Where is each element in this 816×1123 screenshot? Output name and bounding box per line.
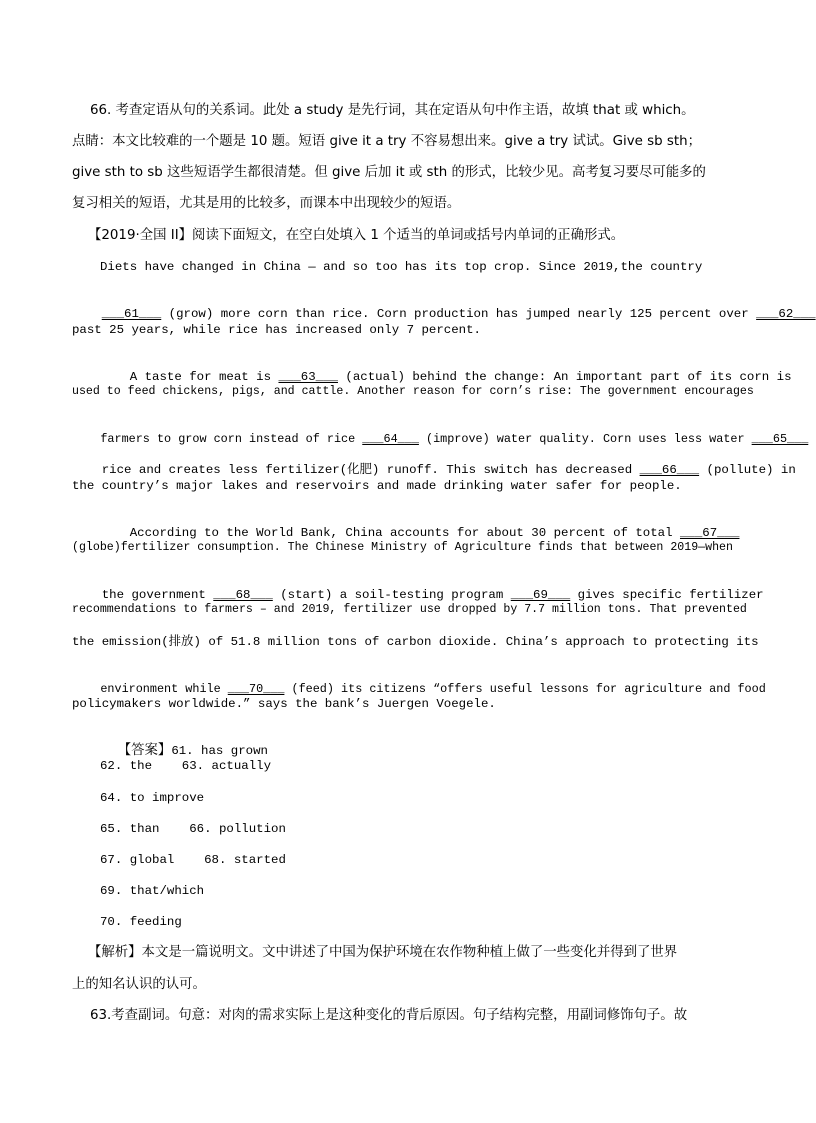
passage-line: the country’s major lakes and reservoirs and made drinking water safer for people. [72, 479, 682, 493]
tip-line-3: 复习相关的短语，尤其是用的比较多，而课本中出现较少的短语。 [72, 196, 461, 211]
analysis-line-1: 【解析】本文是一篇说明文。文中讲述了中国为保护环境在农作物种植上做了一些变化并得到了世界 [88, 945, 678, 960]
tip-line-1: 点睛：本文比较难的一个题是 10 题。短语 give it a try 不容易想出来。give a try 试试。Give sb sth； [72, 134, 702, 149]
blank-65: ___65___ [751, 432, 809, 446]
passage-line: policymakers worldwide.” says the bank’s Juergen Voegele. [72, 697, 496, 711]
passage-text: (actual) behind the change: An important part of its corn is [337, 370, 792, 384]
passage-text: (grow) more corn than rice. Corn production has jumped nearly 125 percent over [161, 307, 757, 321]
passage-text: A taste for meat is [129, 370, 279, 384]
passage-line: the emission(排放) of 51.8 million tons of carbon dioxide. China’s approach to protecting its [72, 635, 759, 649]
tip-line-2: give sth to sb 这些短语学生都很清楚。但 give 后加 it 或 sth 的形式，比较少见。高考复习要尽可能多的 [72, 165, 706, 180]
blank-66: ___66___ [639, 463, 700, 477]
passage-line: past 25 years, while rice has increased only 7 percent. [72, 323, 481, 337]
passage-text: (feed) its citizens “offers useful lessons for agriculture and food [284, 682, 766, 696]
passage-line: recommendations to farmers – and 2019, fertilizer use dropped by 7.7 million tons. That prevented [72, 603, 747, 616]
passage-line: (globe)fertilizer consumption. The Chinese Ministry of Agriculture finds that between 2019—when [72, 541, 733, 554]
blank-63: ___63___ [278, 370, 338, 384]
analysis-line-3: 63.考查副词。句意：对肉的需求实际上是这种变化的背后原因。句子结构完整，用副词修饰句子。故 [90, 1008, 688, 1023]
exercise-instruction: 【2019·全国 II】阅读下面短文，在空白处填入 1 个适当的单词或括号内单词的正确形式。 [88, 228, 625, 243]
passage-text: (pollute) in [699, 463, 796, 477]
answer-line: 65. than 66. pollution [100, 822, 286, 836]
blank-64: ___64___ [362, 432, 419, 446]
explanation-66: 66. 考查定语从句的关系词。此处 a study 是先行词，其在定语从句中作主语，故填 that 或 which。 [90, 103, 695, 118]
passage-text: farmers to grow corn instead of rice [100, 432, 363, 446]
answer-line: 67. global 68. started [100, 853, 286, 867]
answer-label: 【答案】 [117, 743, 172, 758]
passage-text: (start) a soil-testing program [272, 588, 511, 602]
answer-line: 70. feeding [100, 915, 182, 929]
passage-text: environment while [100, 682, 228, 696]
blank-70: ___70___ [227, 682, 285, 696]
blank-67: ___67___ [679, 526, 740, 540]
answer-line: 69. that/which [100, 884, 205, 898]
answer-61: 61. has grown [171, 744, 268, 758]
blank-69: ___69___ [510, 588, 571, 602]
answer-line: 64. to improve [100, 791, 205, 805]
passage-text: gives specific fertilizer [570, 588, 764, 602]
passage-text: the government [101, 588, 214, 602]
passage-line: used to feed chickens, pigs, and cattle. Another reason for corn’s rise: The government encourages [72, 385, 754, 398]
blank-68: ___68___ [213, 588, 273, 602]
passage-line: Diets have changed in China — and so too has its top crop. Since 2019,the country [100, 260, 703, 274]
answer-line: 62. the 63. actually [100, 759, 272, 773]
passage-text: (improve) water quality. Corn uses less water [418, 432, 752, 446]
passage-text: rice and creates less fertilizer(化肥) runoff. This switch has decreased [101, 463, 640, 477]
analysis-line-2: 上的知名认识的认可。 [72, 977, 206, 992]
blank-61: ___61___ [101, 307, 162, 321]
passage-text: According to the World Bank, China accounts for about 30 percent of total [129, 526, 680, 540]
blank-62: ___62___ [756, 307, 816, 321]
